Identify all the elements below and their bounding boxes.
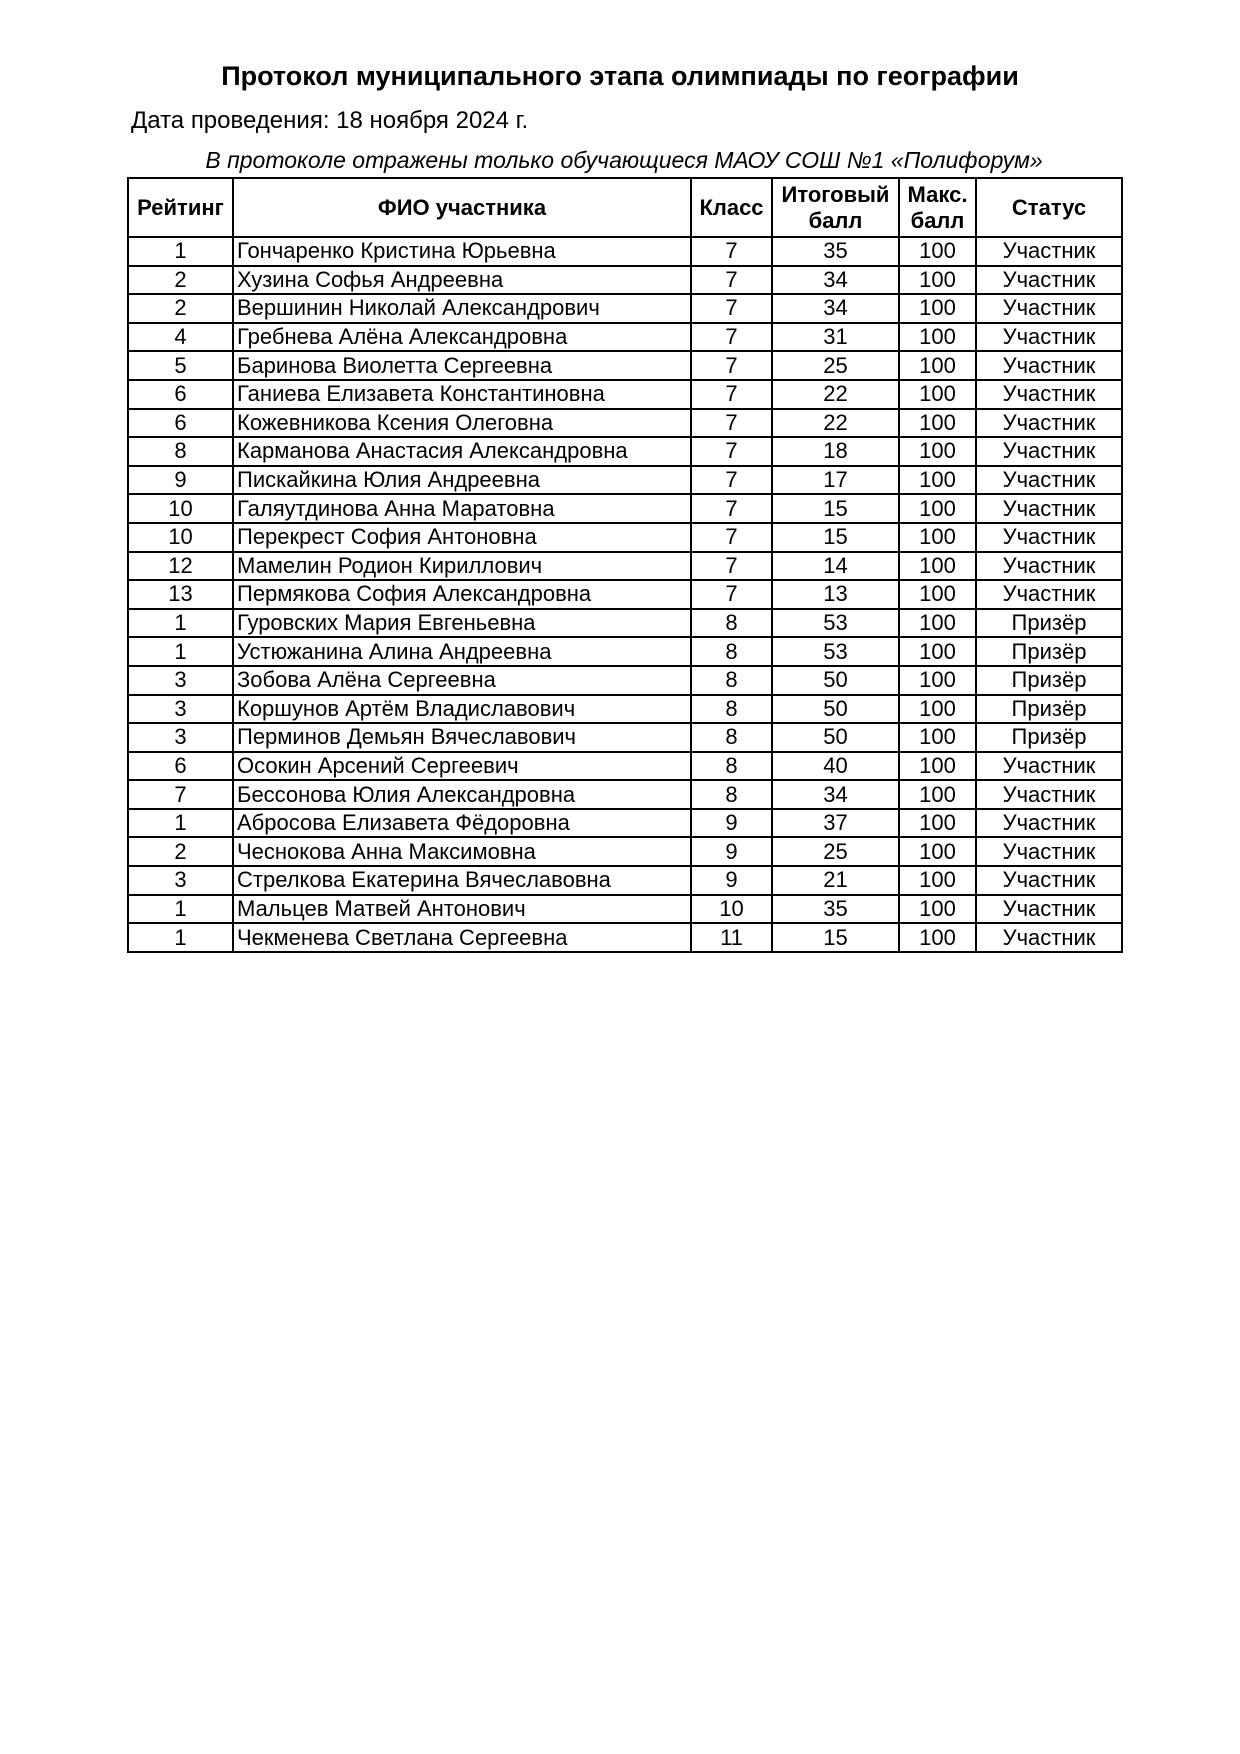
cell-score: 25 [772, 837, 899, 866]
cell-max: 100 [899, 294, 976, 323]
cell-score: 15 [772, 523, 899, 552]
cell-name: Перминов Демьян Вячеславович [233, 723, 691, 752]
cell-name: Гончаренко Кристина Юрьевна [233, 237, 691, 266]
cell-status: Участник [976, 523, 1122, 552]
table-row [128, 552, 1122, 581]
cell-name: Мамелин Родион Кириллович [233, 552, 691, 581]
header-max: Макс. балл [899, 178, 976, 237]
cell-max: 100 [899, 523, 976, 552]
cell-grade: 8 [691, 752, 772, 781]
header-rank: Рейтинг [128, 178, 233, 237]
cell-status: Участник [976, 809, 1122, 838]
cell-name: Чеснокова Анна Максимовна [233, 837, 691, 866]
cell-status: Участник [976, 294, 1122, 323]
cell-name: Кожевникова Ксения Олеговна [233, 409, 691, 438]
cell-rank: 3 [128, 695, 233, 724]
cell-max: 100 [899, 923, 976, 952]
cell-name: Хузина Софья Андреевна [233, 266, 691, 295]
cell-status: Призёр [976, 723, 1122, 752]
cell-status: Призёр [976, 609, 1122, 638]
cell-grade: 9 [691, 809, 772, 838]
results-table [127, 177, 1123, 953]
cell-grade: 7 [691, 294, 772, 323]
cell-rank: 9 [128, 466, 233, 495]
cell-max: 100 [899, 380, 976, 409]
cell-rank: 6 [128, 752, 233, 781]
cell-rank: 1 [128, 895, 233, 924]
cell-score: 15 [772, 494, 899, 523]
table-row [128, 323, 1122, 352]
cell-score: 35 [772, 895, 899, 924]
cell-grade: 8 [691, 666, 772, 695]
cell-status: Призёр [976, 695, 1122, 724]
cell-status: Участник [976, 437, 1122, 466]
cell-rank: 6 [128, 409, 233, 438]
cell-rank: 10 [128, 494, 233, 523]
cell-score: 50 [772, 695, 899, 724]
table-row [128, 866, 1122, 895]
table-row [128, 609, 1122, 638]
cell-rank: 4 [128, 323, 233, 352]
table-row [128, 294, 1122, 323]
cell-name: Гребнева Алёна Александровна [233, 323, 691, 352]
cell-rank: 1 [128, 637, 233, 666]
cell-status: Участник [976, 409, 1122, 438]
cell-max: 100 [899, 837, 976, 866]
cell-grade: 7 [691, 409, 772, 438]
cell-max: 100 [899, 895, 976, 924]
cell-max: 100 [899, 752, 976, 781]
header-grade: Класс [691, 178, 772, 237]
cell-max: 100 [899, 809, 976, 838]
cell-score: 22 [772, 409, 899, 438]
table-row [128, 837, 1122, 866]
cell-rank: 2 [128, 837, 233, 866]
cell-name: Осокин Арсений Сергеевич [233, 752, 691, 781]
cell-name: Бессонова Юлия Александровна [233, 780, 691, 809]
cell-rank: 1 [128, 609, 233, 638]
cell-grade: 7 [691, 380, 772, 409]
cell-status: Участник [976, 923, 1122, 952]
table-row [128, 637, 1122, 666]
cell-grade: 11 [691, 923, 772, 952]
cell-max: 100 [899, 552, 976, 581]
cell-max: 100 [899, 266, 976, 295]
cell-grade: 7 [691, 437, 772, 466]
cell-grade: 8 [691, 780, 772, 809]
cell-name: Баринова Виолетта Сергеевна [233, 351, 691, 380]
cell-name: Галяутдинова Анна Маратовна [233, 494, 691, 523]
cell-name: Карманова Анастасия Александровна [233, 437, 691, 466]
cell-name: Коршунов Артём Владиславович [233, 695, 691, 724]
table-row [128, 666, 1122, 695]
cell-score: 35 [772, 237, 899, 266]
cell-max: 100 [899, 494, 976, 523]
cell-max: 100 [899, 580, 976, 609]
header-status: Статус [976, 178, 1122, 237]
cell-max: 100 [899, 351, 976, 380]
cell-status: Участник [976, 752, 1122, 781]
table-row [128, 494, 1122, 523]
cell-status: Участник [976, 266, 1122, 295]
cell-grade: 7 [691, 466, 772, 495]
cell-score: 34 [772, 780, 899, 809]
cell-grade: 8 [691, 637, 772, 666]
cell-score: 50 [772, 723, 899, 752]
cell-grade: 10 [691, 895, 772, 924]
cell-score: 21 [772, 866, 899, 895]
cell-rank: 7 [128, 780, 233, 809]
cell-max: 100 [899, 723, 976, 752]
cell-grade: 8 [691, 723, 772, 752]
cell-score: 40 [772, 752, 899, 781]
cell-rank: 2 [128, 294, 233, 323]
table-row [128, 780, 1122, 809]
cell-score: 15 [772, 923, 899, 952]
cell-rank: 12 [128, 552, 233, 581]
cell-rank: 1 [128, 237, 233, 266]
cell-name: Мальцев Матвей Антонович [233, 895, 691, 924]
cell-max: 100 [899, 237, 976, 266]
cell-grade: 7 [691, 523, 772, 552]
cell-score: 31 [772, 323, 899, 352]
table-row [128, 809, 1122, 838]
cell-max: 100 [899, 466, 976, 495]
table-row [128, 409, 1122, 438]
cell-status: Участник [976, 866, 1122, 895]
document-title: Протокол муниципального этапа олимпиады по географии [221, 61, 1019, 91]
table-row [128, 723, 1122, 752]
cell-rank: 2 [128, 266, 233, 295]
cell-max: 100 [899, 866, 976, 895]
cell-name: Чекменева Светлана Сергеевна [233, 923, 691, 952]
cell-status: Участник [976, 552, 1122, 581]
cell-rank: 1 [128, 809, 233, 838]
cell-max: 100 [899, 695, 976, 724]
cell-name: Стрелкова Екатерина Вячеславовна [233, 866, 691, 895]
table-row [128, 752, 1122, 781]
cell-name: Зобова Алёна Сергеевна [233, 666, 691, 695]
cell-name: Устюжанина Алина Андреевна [233, 637, 691, 666]
table-row [128, 351, 1122, 380]
cell-max: 100 [899, 780, 976, 809]
cell-status: Участник [976, 323, 1122, 352]
cell-max: 100 [899, 609, 976, 638]
cell-max: 100 [899, 409, 976, 438]
table-row [128, 237, 1122, 266]
cell-name: Перекрест София Антоновна [233, 523, 691, 552]
cell-status: Участник [976, 237, 1122, 266]
cell-score: 25 [772, 351, 899, 380]
table-row [128, 437, 1122, 466]
cell-status: Участник [976, 580, 1122, 609]
table-row [128, 580, 1122, 609]
cell-rank: 13 [128, 580, 233, 609]
cell-rank: 3 [128, 866, 233, 895]
cell-name: Гуровских Мария Евгеньевна [233, 609, 691, 638]
cell-rank: 8 [128, 437, 233, 466]
cell-name: Ганиева Елизавета Константиновна [233, 380, 691, 409]
cell-score: 53 [772, 637, 899, 666]
cell-score: 13 [772, 580, 899, 609]
cell-status: Участник [976, 351, 1122, 380]
cell-grade: 7 [691, 323, 772, 352]
cell-status: Призёр [976, 637, 1122, 666]
cell-rank: 5 [128, 351, 233, 380]
cell-rank: 10 [128, 523, 233, 552]
table-row [128, 266, 1122, 295]
cell-max: 100 [899, 437, 976, 466]
cell-status: Участник [976, 780, 1122, 809]
cell-name: Абросова Елизавета Фёдоровна [233, 809, 691, 838]
cell-grade: 7 [691, 552, 772, 581]
cell-status: Участник [976, 895, 1122, 924]
table-row [128, 380, 1122, 409]
cell-grade: 7 [691, 351, 772, 380]
cell-score: 53 [772, 609, 899, 638]
cell-rank: 6 [128, 380, 233, 409]
cell-max: 100 [899, 637, 976, 666]
cell-status: Участник [976, 466, 1122, 495]
cell-rank: 1 [128, 923, 233, 952]
cell-grade: 9 [691, 866, 772, 895]
cell-grade: 9 [691, 837, 772, 866]
cell-grade: 7 [691, 580, 772, 609]
cell-name: Вершинин Николай Александрович [233, 294, 691, 323]
cell-score: 37 [772, 809, 899, 838]
cell-max: 100 [899, 666, 976, 695]
table-row [128, 695, 1122, 724]
cell-score: 50 [772, 666, 899, 695]
cell-grade: 7 [691, 494, 772, 523]
cell-score: 14 [772, 552, 899, 581]
table-row [128, 923, 1122, 952]
cell-grade: 8 [691, 695, 772, 724]
cell-grade: 7 [691, 266, 772, 295]
cell-status: Участник [976, 837, 1122, 866]
protocol-note: В протоколе отражены только обучающиеся МАОУ СОШ №1 «Полифорум» [205, 147, 1043, 173]
cell-name: Пермякова София Александровна [233, 580, 691, 609]
header-score: Итоговый балл [772, 178, 899, 237]
event-date: Дата проведения: 18 ноября 2024 г. [131, 107, 529, 134]
cell-max: 100 [899, 323, 976, 352]
table-body [128, 237, 1122, 952]
table-header-row [128, 178, 1122, 237]
cell-status: Призёр [976, 666, 1122, 695]
cell-status: Участник [976, 494, 1122, 523]
cell-score: 34 [772, 266, 899, 295]
cell-score: 22 [772, 380, 899, 409]
cell-rank: 3 [128, 723, 233, 752]
cell-name: Пискайкина Юлия Андреевна [233, 466, 691, 495]
cell-score: 17 [772, 466, 899, 495]
table-row [128, 466, 1122, 495]
table-row [128, 895, 1122, 924]
cell-grade: 8 [691, 609, 772, 638]
cell-status: Участник [976, 380, 1122, 409]
header-name: ФИО участника [233, 178, 691, 237]
cell-score: 34 [772, 294, 899, 323]
cell-score: 18 [772, 437, 899, 466]
cell-grade: 7 [691, 237, 772, 266]
table-row [128, 523, 1122, 552]
cell-rank: 3 [128, 666, 233, 695]
